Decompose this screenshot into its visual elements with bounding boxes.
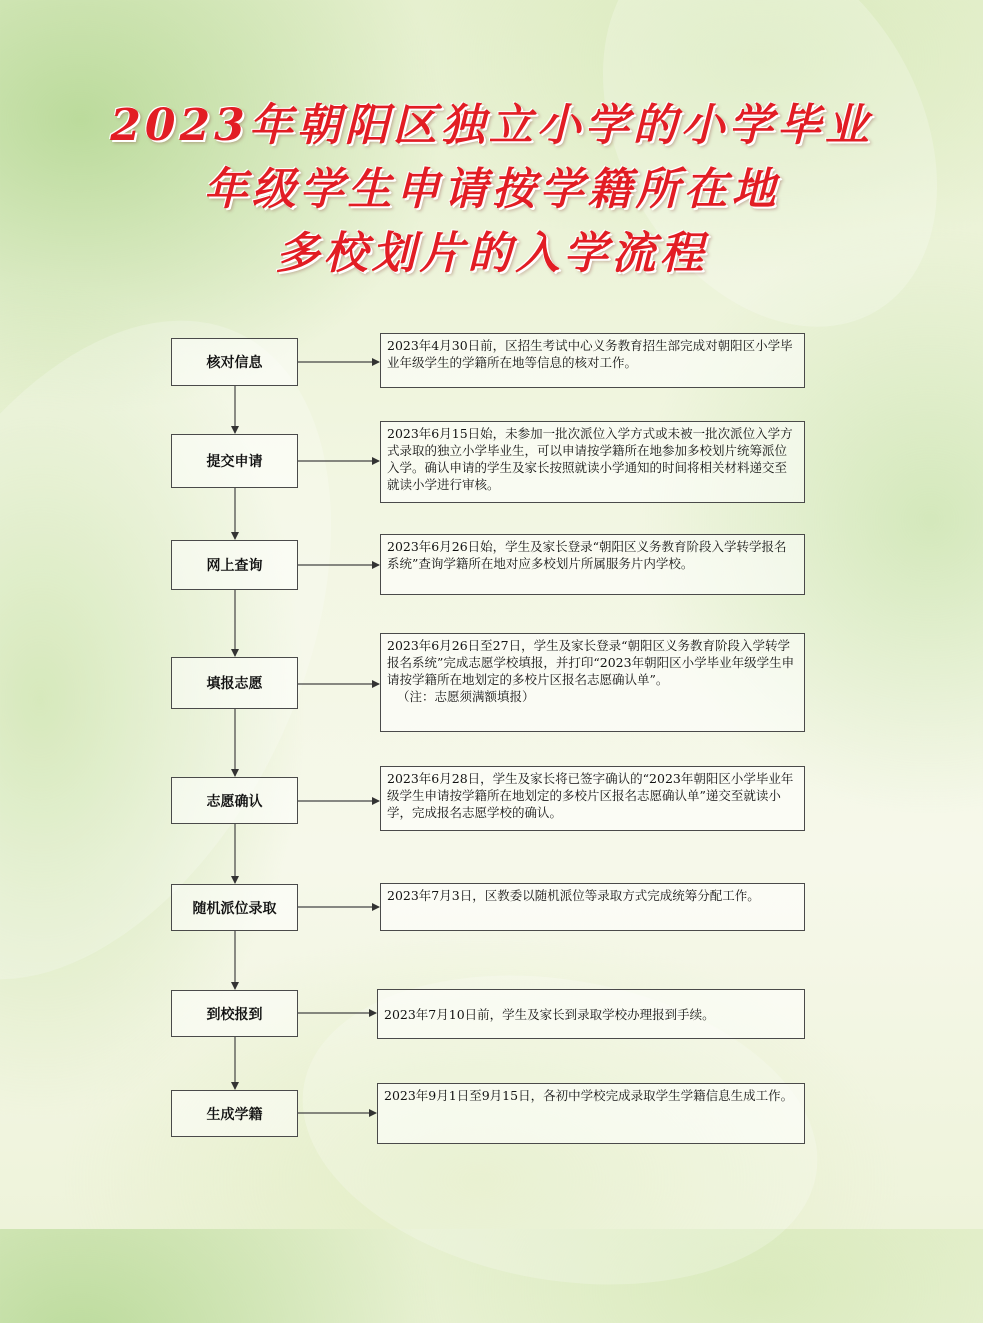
step-box-confirm-preferences: [171, 777, 298, 824]
step-box-random-admission: [171, 884, 298, 931]
step-desc-text: 2023年6月26日至27日，学生及家长登录“朝阳区义务教育阶段入学转学报名系统”完成志愿学校填报，并打印“2023年朝阳区小学毕业年级学生申请按学籍所在地划定的多校片区报名志愿确认单”。: [387, 638, 795, 687]
step-desc-verify-info: [380, 333, 805, 388]
step-box-fill-preferences: [171, 657, 298, 709]
step-box-verify-info: [171, 338, 298, 386]
title-line-3: 多校划片的入学流程: [275, 228, 708, 279]
step-label: 填报志愿: [206, 676, 263, 692]
step-label: 网上查询: [206, 558, 263, 574]
step-desc-confirm-preferences: [380, 766, 805, 831]
step-desc-text: 2023年6月28日，学生及家长将已签字确认的“2023年朝阳区小学毕业年级学生申请按学籍所在地划定的多校片区报名志愿确认单”递交至就读小学，完成报名志愿学校的确认。: [387, 771, 794, 820]
step-desc-text: 2023年6月15日始，未参加一批次派位入学方式或未被一批次派位入学方式录取的独立小学毕业生，可以申请按学籍所在地参加多校划片统筹派位入学。确认申请的学生及家长按照就读小学通知的时间将相关材料递交至就读小学进行审核。: [387, 426, 793, 492]
step-desc-text: 2023年7月3日，区教委以随机派位等录取方式完成统筹分配工作。: [387, 888, 760, 903]
step-label: 随机派位录取: [192, 900, 277, 917]
step-desc-random-admission: [380, 883, 805, 931]
step-desc-fill-preferences: [380, 633, 805, 732]
step-desc-note: （注：志愿须满额填报）: [397, 689, 535, 704]
step-label: 提交申请: [206, 454, 263, 470]
step-label: 核对信息: [206, 355, 263, 371]
step-box-generate-status: [171, 1090, 298, 1137]
step-label: 到校报到: [206, 1006, 263, 1023]
step-desc-text: 2023年9月1日至9月15日，各初中学校完成录取学生学籍信息生成工作。: [384, 1088, 794, 1103]
step-desc-text: 2023年7月10日前，学生及家长到录取学校办理报到手续。: [384, 1006, 715, 1022]
step-label: 志愿确认: [206, 793, 263, 810]
step-desc-text: 2023年4月30日前，区招生考试中心义务教育招生部完成对朝阳区小学毕业年级学生的学籍所在地等信息的核对工作。: [387, 338, 793, 370]
title-line-2: 年级学生申请按学籍所在地: [203, 164, 780, 215]
step-box-school-registration: [171, 990, 298, 1037]
step-desc-online-query: [380, 534, 805, 595]
step-desc-generate-status: [377, 1083, 805, 1144]
step-label: 生成学籍: [206, 1106, 263, 1123]
step-box-online-query: [171, 540, 298, 590]
step-desc-text: 2023年6月26日始，学生及家长登录“朝阳区义务教育阶段入学转学报名系统”查询学籍所在地对应多校划片所属服务片内学校。: [387, 539, 787, 571]
step-box-submit-application: [171, 434, 298, 488]
step-desc-school-registration: [377, 989, 805, 1039]
title-line-1: 2023年朝阳区独立小学的小学毕业: [110, 100, 873, 151]
step-desc-submit-application: [380, 421, 805, 503]
